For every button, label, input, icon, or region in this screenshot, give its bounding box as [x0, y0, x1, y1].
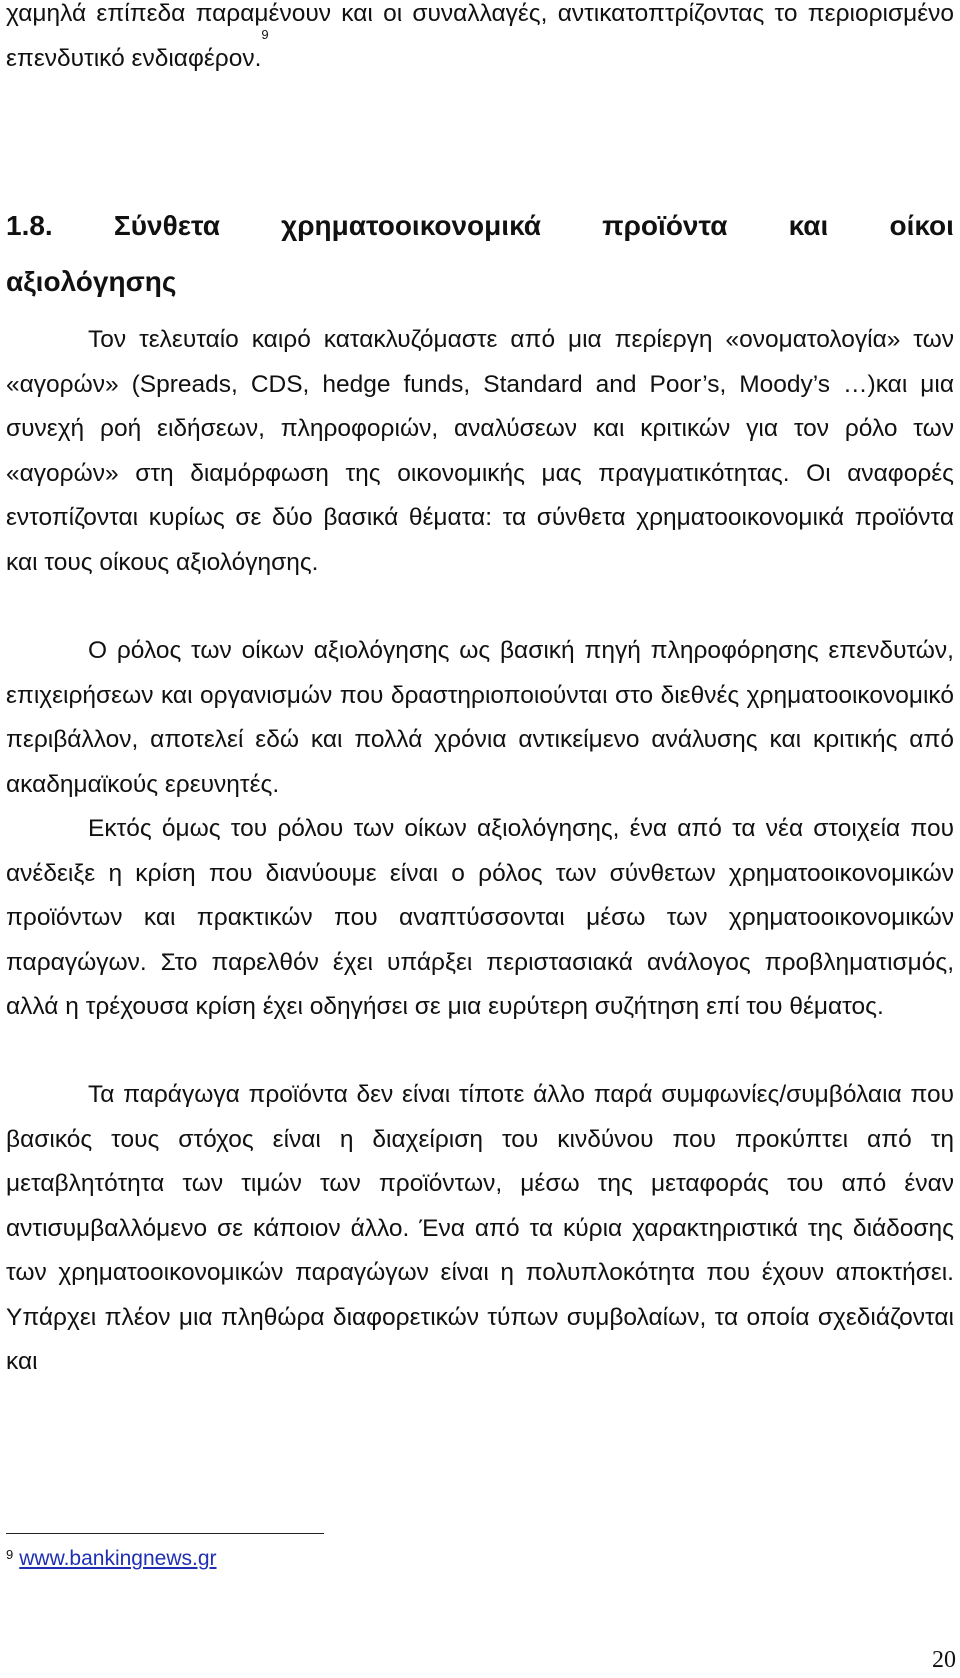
body-paragraph-1: Τον τελευταίο καιρό κατακλυζόμαστε από μια περίεργη «ονοματολογία» των «αγορών» (Spreads, CDS, hedge funds, Standard and Poor’s, Moody’s …)και μια συνεχή ροή ειδήσεων, πληροφοριών, αναλύσεων και κριτικών για τον ρόλο των «αγορών» στη διαμόρφωση της οικονομικής μας πραγματικότητας. Οι αναφορές εντοπίζονται κυρίως σε δύο βασικά θέματα: τα σύνθετα χρηματοοικονομικά προϊόντα και τους οίκους αξιολόγησης.	[6, 326, 954, 576]
section-number: 1.8.	[6, 210, 53, 241]
intro-paragraph-text: χαμηλά επίπεδα παραμένουν και οι συναλλαγές, αντικατοπτρίζοντας το περιορισμένο επενδυτικό ενδιαφέρον.	[6, 0, 954, 72]
section-heading-word: οίκοι	[889, 210, 954, 241]
section-heading	[6, 198, 954, 310]
footnote-reference[interactable]: 9	[261, 26, 269, 42]
intro-paragraph	[6, 0, 954, 81]
footnote-marker: 9	[6, 1547, 14, 1562]
footnote-link[interactable]: www.bankingnews.gr	[19, 1547, 217, 1570]
section-heading-line-2: αξιολόγησης	[6, 266, 177, 297]
body-paragraph-3: Εκτός όμως του ρόλου των οίκων αξιολόγησης, ένα από τα νέα στοιχεία που ανέδειξε η κρίση που διανύουμε είναι ο ρόλος των σύνθετων χρηματοοικονομικών προϊόντων και πρακτικών που αναπτύσσονται μέσω των χρηματοοικονομικών παραγώγων. Στο παρελθόν έχει υπάρξει περιστασιακά ανάλογος προβληματισμός, αλλά η τρέχουσα κρίση έχει οδηγήσει σε μια ευρύτερη συζήτηση επί του θέματος.	[6, 815, 954, 1020]
section-heading-word: χρηματοοικονομικά	[281, 210, 541, 241]
footnote-divider	[6, 1533, 324, 1534]
section-heading-line-1	[6, 198, 954, 254]
body-paragraph-2: Ο ρόλος των οίκων αξιολόγησης ως βασική πηγή πληροφόρησης επενδυτών, επιχειρήσεων και οργανισμών που δραστηριοποιούνται στο διεθνές χρηματοοικονομικό περιβάλλον, αποτελεί εδώ και πολλά χρόνια αντικείμενο ανάλυσης και κριτικής από ακαδημαϊκούς ερευνητές.	[6, 637, 954, 798]
section-heading-word: προϊόντα	[602, 210, 728, 241]
section-heading-word: Σύνθετα	[113, 210, 220, 241]
footnote	[6, 1545, 217, 1573]
page-number: 20	[932, 1647, 956, 1673]
section-heading-word: και	[788, 210, 829, 241]
body-paragraph-4: Τα παράγωγα προϊόντα δεν είναι τίποτε άλλο παρά συμφωνίες/συμβόλαια που βασικός τους στόχος είναι η διαχείριση του κινδύνου που προκύπτει από τη μεταβλητότητα των τιμών των προϊόντων, μέσω της μεταφοράς του από έναν αντισυμβαλλόμενο σε κάποιον άλλο. Ένα από τα κύρια χαρακτηριστικά της διάδοσης των χρηματοοικονομικών παραγώγων είναι η πολυπλοκότητα που έχουν αποκτήσει. Υπάρχει πλέον μια πληθώρα διαφορετικών τύπων συμβολαίων, τα οποία σχεδιάζονται και	[6, 1081, 954, 1375]
